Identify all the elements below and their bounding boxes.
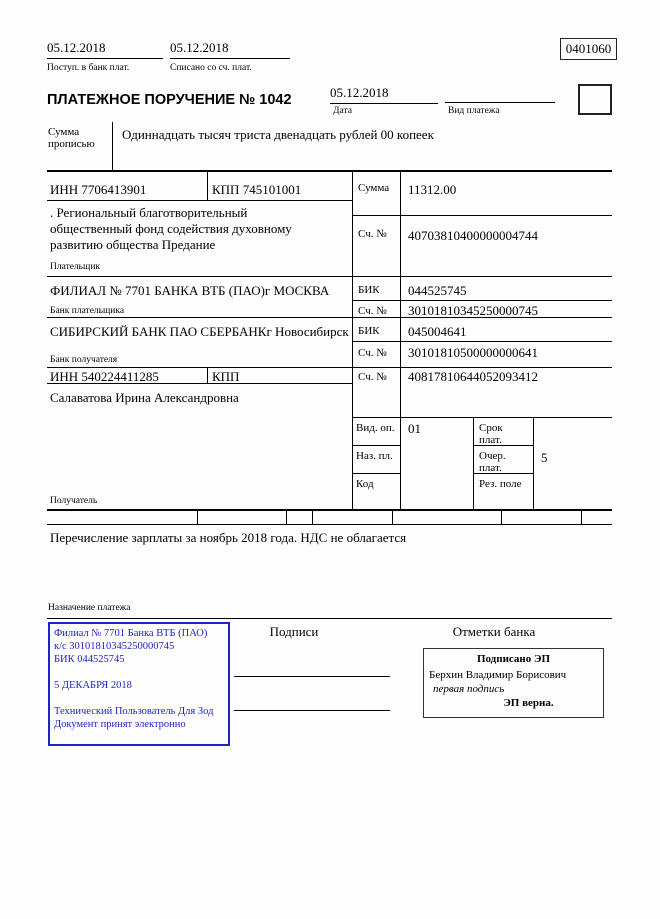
payer-bank-label: Банк плательщика [50,306,125,316]
line-under-payee-bank-bik [352,341,612,342]
stamp-date: 5 ДЕКАБРЯ 2018 [54,680,132,691]
line-under-payer-bank-bik [352,300,612,301]
payer-inn: ИНН 7706413901 [50,182,147,197]
payee-bank-bik-label: БИК [358,325,380,337]
bank-marks-label: Отметки банка [452,624,536,639]
payee-name: Салаватова Ирина Александровна [50,390,239,405]
payee-bank-name: СИБИРСКИЙ БАНК ПАО СБЕРБАНКг Новосибирск [50,324,349,339]
payee-kpp: КПП [212,369,240,384]
esign-name: Берхин Владимир Борисович [429,669,567,681]
received-in-bank-date: 05.12.2018 [47,40,163,59]
payment-purpose-text: Перечисление зарплаты за ноябрь 2018 года. НДС не облагается [50,530,407,545]
stamp-corr-account: к/с 30101810345250000745 [54,641,175,652]
fields-row-div4 [392,509,393,524]
signatures-label: Подписи [269,624,319,639]
line-under-op-type [352,445,400,446]
code-label: Код [356,478,374,490]
pay-term-label: Срок плат. [479,422,503,446]
purpose-bottom-line [47,618,612,619]
payee-bank-account-label: Сч. № [358,347,387,359]
stamp-accepted-note: Документ принят электронно [54,719,186,730]
payee-bank-account-value: 30101810500000000641 [408,345,538,360]
fields-row-bottom-line [47,524,612,525]
line-under-purpose-code [352,473,400,474]
esign-note: первая подпись [433,683,505,695]
vline-op-values [533,417,534,509]
stamp-bank-name: Филиал № 7701 Банка ВТБ (ПАО) [54,628,208,639]
purpose-code-label: Наз. пл. [356,450,393,462]
sum-label: Сумма [358,182,390,194]
table-top-line [47,170,612,172]
vline-main-divider [352,170,353,509]
debited-from-account-date: 05.12.2018 [170,40,290,59]
payee-bank-bik-value: 045004641 [408,324,467,339]
amount-words-divider [112,122,113,170]
signature-line-2 [234,710,390,711]
payee-label: Получатель [50,496,98,506]
amount-words-value: Одиннадцать тысяч триста двенадцать рублей 00 копеек [122,127,434,142]
line-under-sum-row [352,215,612,216]
date-label: Дата [333,106,352,116]
bank-electronic-stamp [48,622,230,746]
op-type-value: 01 [408,421,421,436]
sum-value: 11312.00 [408,182,457,197]
line-under-payee-bank [47,367,612,368]
payer-bank-bik-value: 044525745 [408,283,467,298]
payment-type-line [445,102,555,103]
amount-words-label: Сумма прописью [48,126,95,150]
payer-bank-name: ФИЛИАЛ № 7701 БАНКА ВТБ (ПАО)г МОСКВА [50,283,330,298]
payer-name-line3: развитию общества Предание [50,237,216,252]
payer-account-value: 40703810400000004744 [408,228,538,243]
op-type-label: Вид. оп. [356,422,395,434]
line-under-inn-row [47,200,352,201]
payee-account-value: 40817810644052093412 [408,369,538,384]
payer-label: Плательщик [50,262,101,272]
vline-op-labels [473,417,474,509]
esign-verified: ЭП верна. [503,697,554,709]
priority-value: 5 [541,450,548,465]
payment-type-box [578,84,612,115]
line-under-payer [47,276,612,277]
signature-line-1 [234,676,390,677]
vline-payee-inn-kpp [207,367,208,383]
payer-account-label: Сч. № [358,228,387,240]
payer-bank-bik-label: БИК [358,284,380,296]
form-code-box: 0401060 [560,38,617,60]
priority-label: Очер. плат. [479,450,506,474]
e-signature-stamp [423,648,604,718]
line-top-op-section [352,417,612,418]
reserve-field-label: Рез. поле [479,478,522,490]
payee-inn: ИНН 540224411285 [50,369,159,384]
vline-inn-kpp [207,170,208,200]
payment-type-label: Вид платежа [448,106,500,116]
payer-bank-account-label: Сч. № [358,305,387,317]
fields-row-div5 [501,509,502,524]
payer-name-line1: . Региональный благотворительный [50,205,248,220]
document-date: 05.12.2018 [330,85,438,104]
fields-row-div6 [581,509,582,524]
received-in-bank-label: Поступ. в банк плат. [47,63,130,73]
document-title: ПЛАТЕЖНОЕ ПОРУЧЕНИЕ № 1042 [47,92,292,108]
payment-purpose-label: Назначение платежа [48,603,131,613]
payer-kpp: КПП 745101001 [212,182,302,197]
debited-from-account-label: Списано со сч. плат. [170,63,252,73]
payer-bank-account-value: 30101810345250000745 [408,303,538,318]
vline-label-value [400,170,401,509]
payee-bank-label: Банк получателя [50,355,118,365]
stamp-user: Технический Пользователь Для Зод [54,706,214,717]
fields-row-div2 [286,509,287,524]
fields-row-div3 [312,509,313,524]
stamp-bik: БИК 044525745 [54,654,125,665]
esign-title: Подписано ЭП [476,653,551,665]
payer-name-line2: общественный фонд содействия духовному [50,221,292,236]
table-bottom-line [47,509,612,511]
payee-account-label: Сч. № [358,371,387,383]
fields-row-div1 [197,509,198,524]
payer-name [50,205,350,253]
